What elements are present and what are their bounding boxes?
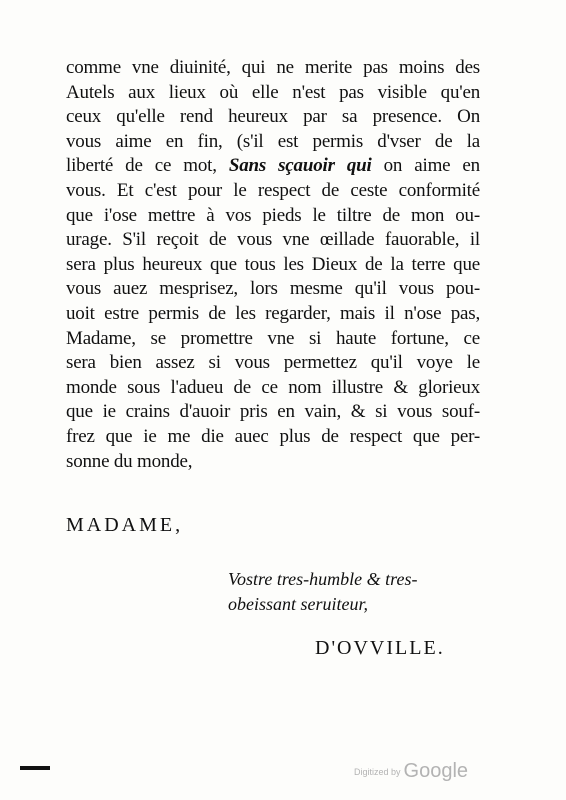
text-segment: liberté de ce mot,: [66, 155, 217, 177]
text-line: vous. Et c'est pour le respect de ceste conformité: [66, 179, 480, 201]
digitization-watermark: [354, 760, 468, 783]
salutation: MADAME,: [66, 514, 184, 536]
text-segment: on aime en: [383, 155, 480, 177]
text-line: ceux qu'elle rend heureux par sa presence. On: [66, 106, 480, 128]
signature-block: [228, 567, 488, 617]
dedication-body: [66, 56, 480, 474]
text-line: Madame, se promettre vne si haute fortune, ce: [66, 327, 480, 349]
text-line: sera plus heureux que tous les Dieux de la terre que: [66, 253, 480, 275]
watermark-prefix: Digitized by: [354, 767, 401, 777]
text-line: vous aime en fin, (s'il est permis d'vser de la: [66, 130, 480, 152]
italic-phrase: Sans sçauoir qui: [228, 155, 372, 177]
text-line: monde sous l'adueu de ce nom illustre & glorieux: [66, 376, 480, 398]
signature-line: obeissant seruiteur,: [228, 594, 369, 614]
text-line: frez que ie me die auec plus de respect que per-: [66, 425, 480, 447]
google-logo: Google: [403, 760, 469, 782]
text-line: sonne du monde,: [66, 450, 193, 472]
author-name: D'OVVILLE.: [315, 637, 445, 659]
text-line: comme vne diuinité, qui ne merite pas moins des: [66, 57, 480, 78]
text-line: que ie crains d'auoir pris en vain, & si vous souf-: [66, 401, 480, 423]
page-edge-mark: [20, 766, 50, 770]
text-line: Autels aux lieux où elle n'est pas visible qu'en: [66, 81, 480, 103]
signature-line: Vostre tres-humble & tres-: [228, 569, 418, 589]
text-line: uoit estre permis de les regarder, mais il n'ose pas,: [66, 302, 480, 324]
text-line: sera bien assez si vous permettez qu'il voye le: [66, 352, 480, 374]
text-line: vous auez mesprisez, lors mesme qu'il vous pou-: [66, 278, 480, 300]
text-line: que i'ose mettre à vos pieds le tiltre de mon ou-: [66, 204, 480, 226]
text-line-with-italic: [66, 154, 480, 179]
text-line: urage. S'il reçoit de vous vne œillade fauorable, il: [66, 229, 480, 251]
